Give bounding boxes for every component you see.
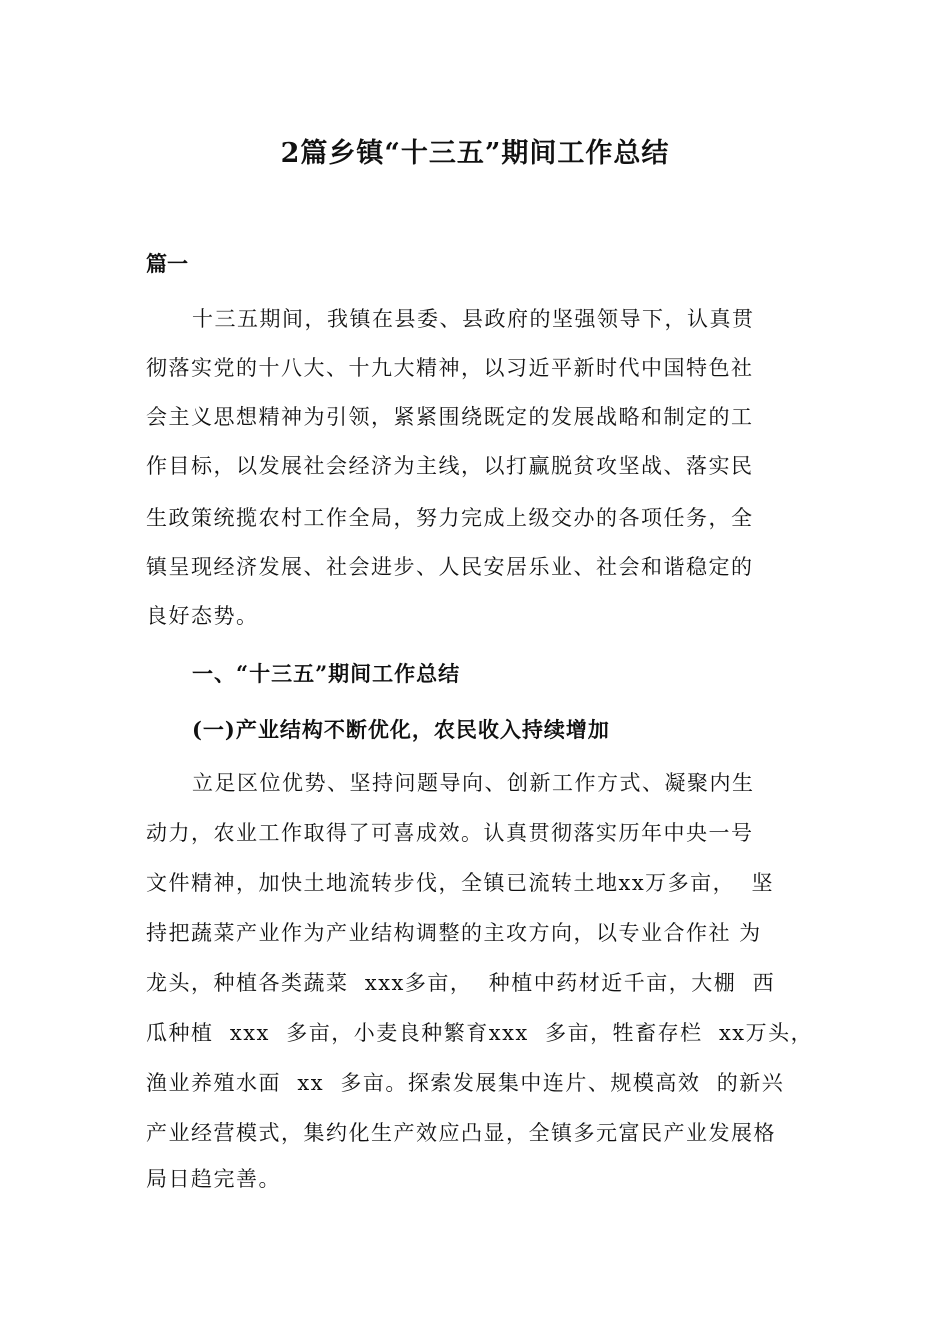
body-line: 动力，农业工作取得了可喜成效。认真贯彻落实历年中央一号 — [146, 821, 754, 845]
intro-line: 生政策统揽农村工作全局，努力完成上级交办的各项任务，全 — [146, 506, 754, 530]
body-line: 持把蔬菜产业作为产业结构调整的主攻方向，以专业合作社 为 — [146, 921, 762, 945]
subsection-heading: (一)产业结构不断优化，农民收入持续增加 — [192, 717, 610, 742]
section-heading: 一、“十三五”期间工作总结 — [192, 661, 461, 686]
intro-line: 会主义思想精神为引领，紧紧围绕既定的发展战略和制定的工 — [146, 405, 754, 429]
body-line: 产业经营模式，集约化生产效应凸显，全镇多元富民产业发展格 — [146, 1121, 776, 1145]
intro-line: 镇呈现经济发展、社会进步、人民安居乐业、社会和谐稳定的 — [146, 555, 754, 579]
intro-line: 良好态势。 — [146, 604, 259, 628]
body-line: 立足区位优势、坚持问题导向、创新工作方式、凝聚内生 — [192, 771, 755, 795]
intro-line: 十三五期间，我镇在县委、县政府的坚强领导下，认真贯 — [192, 307, 755, 331]
body-line: 龙头，种植各类蔬菜 xxx多亩， 种植中药材近千亩，大棚 西 — [146, 971, 776, 995]
body-line: 文件精神，加快土地流转步伐，全镇已流转土地xx万多亩， 坚 — [146, 871, 775, 895]
intro-line: 作目标，以发展社会经济为主线，以打赢脱贫攻坚战、落实民 — [146, 454, 754, 478]
body-line: 瓜种植 xxx 多亩，小麦良种繁育xxx 多亩，牲畜存栏 xx万头， — [146, 1021, 814, 1045]
document-title: 2篇乡镇“十三五”期间工作总结 — [280, 138, 670, 169]
body-line: 局日趋完善。 — [146, 1167, 281, 1191]
part-label: 篇一 — [146, 251, 188, 276]
body-line: 渔业养殖水面 xx 多亩。探索发展集中连片、规模高效 的新兴 — [146, 1071, 785, 1095]
intro-line: 彻落实党的十八大、十九大精神，以习近平新时代中国特色社 — [146, 356, 754, 380]
